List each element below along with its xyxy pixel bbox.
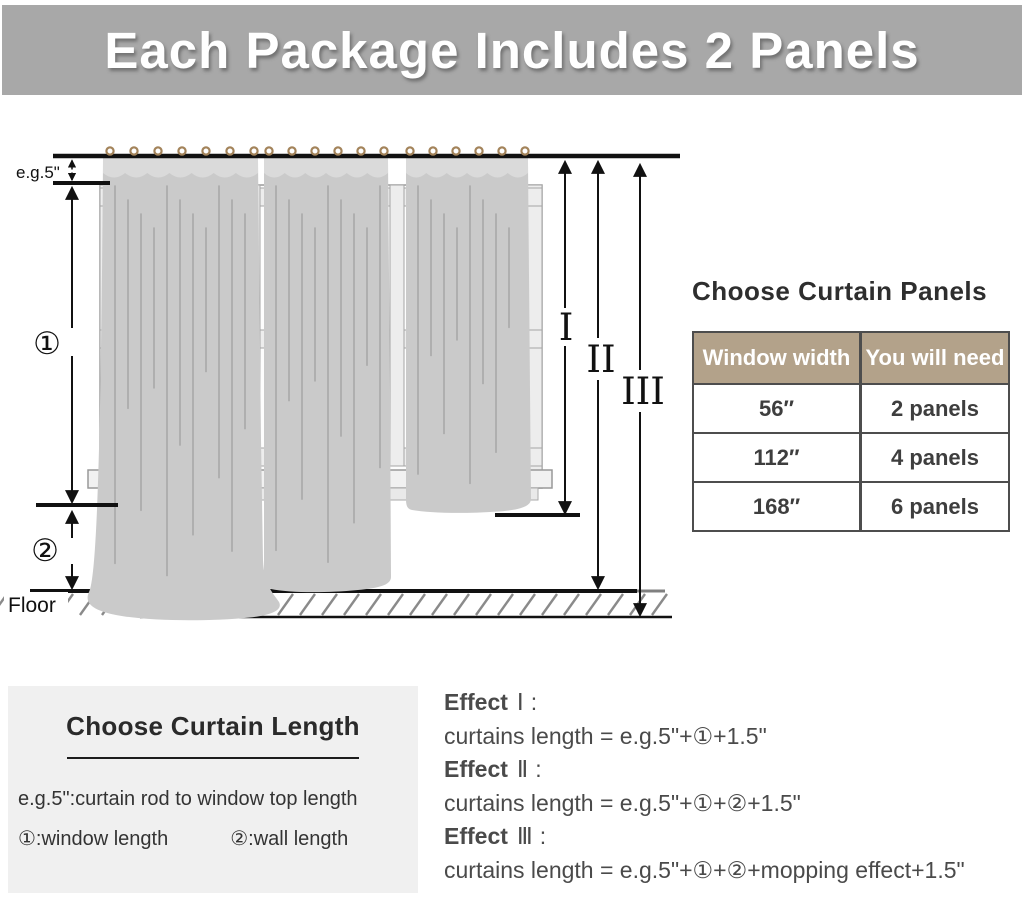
effects-section (444, 686, 965, 887)
legend-row (18, 826, 418, 851)
effect-1-heading: Effect Ⅰ : (444, 689, 538, 716)
page-title: Each Package Includes 2 Panels (104, 21, 920, 79)
header-banner (2, 5, 1022, 95)
window-width-value: 168″ (693, 482, 861, 531)
window-length-symbol: ① (33, 326, 61, 362)
effect-2-formula: curtains length = e.g.5"+①+②+1.5" (444, 790, 801, 816)
effect-block (444, 753, 965, 820)
table-row (693, 384, 1009, 433)
curtain-panel-effect-1 (406, 158, 531, 513)
column-window-width: Window width (693, 332, 861, 384)
window-width-value: 112″ (693, 433, 861, 482)
panels-needed-value: 2 panels (861, 384, 1010, 433)
legend-window-length: ①:window length (18, 828, 169, 850)
effect-3-symbol: III (621, 370, 665, 413)
curtain-length-box (8, 686, 418, 893)
effect-2-measure (586, 162, 615, 588)
panels-needed-value: 4 panels (861, 433, 1010, 482)
table-header-row (693, 332, 1009, 384)
rod-gap-label: e.g.5" (16, 163, 60, 182)
effect-3-formula: curtains length = e.g.5"+①+②+mopping effect+1.5" (444, 857, 965, 883)
effect-1-measure (559, 162, 574, 513)
panels-needed-value: 6 panels (861, 482, 1010, 531)
table-row (693, 482, 1009, 531)
table-row (693, 433, 1009, 482)
curtain-panel-effect-3 (88, 158, 280, 620)
panels-section (692, 276, 1010, 532)
effect-1-symbol: I (558, 306, 574, 349)
legend-wall-length: ②:wall length (230, 828, 349, 850)
effect-block (444, 820, 965, 887)
effect-2-symbol: II (586, 338, 616, 381)
curtain-panel-effect-2 (264, 158, 391, 592)
effect-block (444, 686, 965, 753)
wall-length-symbol: ② (31, 533, 59, 569)
curtain-rings (106, 147, 528, 154)
wall-length-measure (31, 512, 72, 588)
curtain-length-title: Choose Curtain Length (66, 711, 360, 741)
column-you-will-need: You will need (861, 332, 1010, 384)
effect-1-formula: curtains length = e.g.5"+①+1.5" (444, 723, 767, 749)
rod-note: e.g.5":curtain rod to window top length (18, 788, 358, 810)
floor-label: Floor (8, 594, 56, 617)
rod-gap-measure (16, 161, 110, 184)
title-underline (67, 757, 359, 759)
effect-3-measure (621, 165, 665, 615)
effect-2-heading: Effect Ⅱ : (444, 756, 542, 783)
window-width-value: 56″ (693, 384, 861, 433)
panels-table (692, 331, 1010, 532)
window-length-measure (33, 188, 72, 502)
curtain-measurement-diagram (0, 140, 690, 665)
panels-title: Choose Curtain Panels (692, 276, 988, 306)
effect-3-heading: Effect Ⅲ : (444, 823, 547, 850)
